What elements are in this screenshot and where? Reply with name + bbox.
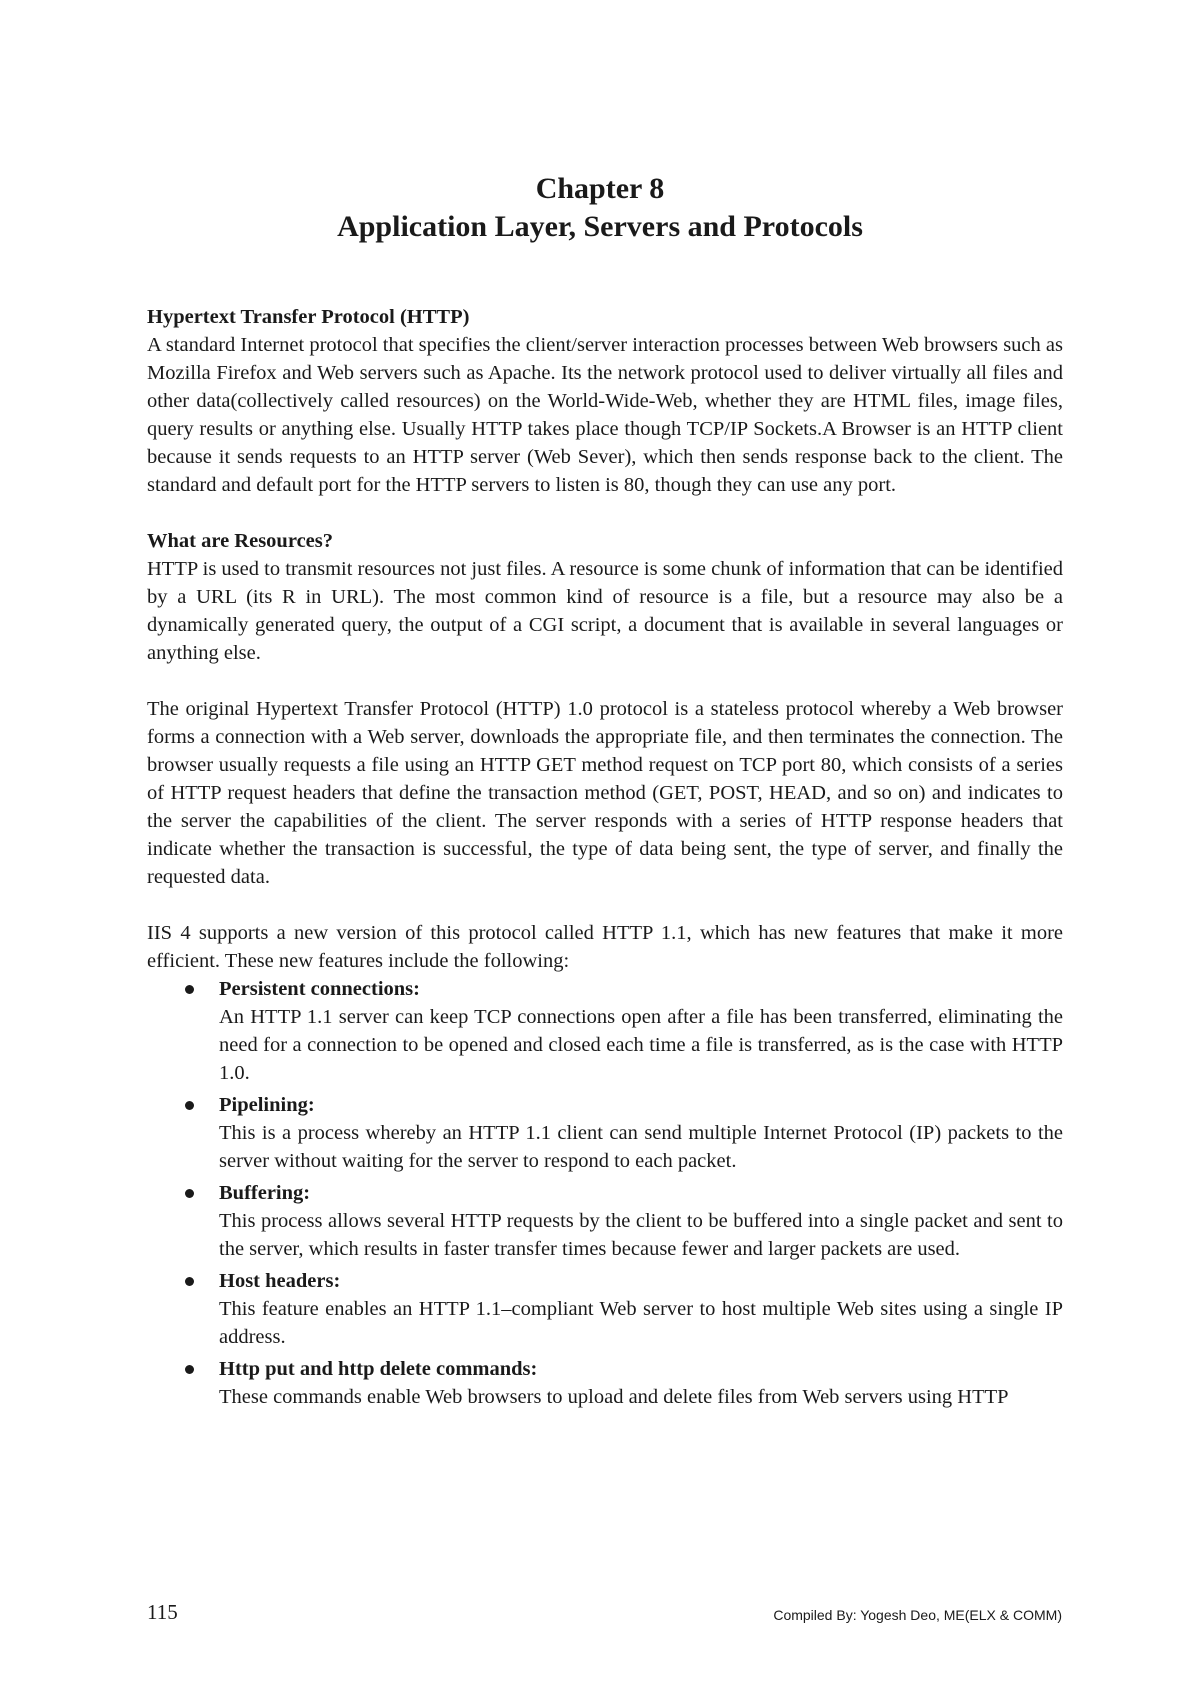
feature-title: Host headers:	[219, 1270, 341, 1292]
chapter-heading	[0, 170, 1200, 246]
paragraph-http: A standard Internet protocol that specifies the client/server interaction processes between Web browsers such as Mozilla Firefox and Web servers such as Apache. Its the network protocol used to deliver virtually all files and other data(collectively called resources) on the World-Wide-Web, whether they are HTML files, image files, query results or anything else. Usually HTTP takes place though TCP/IP Sockets.A Browser is an HTTP client because it sends requests to an HTTP server (Web Sever), which then sends response back to the client. The standard and default port for the HTTP servers to listen is 80, though they can use any port.	[147, 334, 1063, 496]
bullet-icon	[185, 1277, 194, 1286]
bullet-icon	[185, 1189, 194, 1198]
bullet-icon	[185, 1101, 194, 1110]
list-item	[147, 1267, 1063, 1351]
feature-description: This feature enables an HTTP 1.1–compliant Web server to host multiple Web sites using a single IP address.	[219, 1298, 1063, 1348]
feature-description: This process allows several HTTP requests by the client to be buffered into a single packet and sent to the server, which results in faster transfer times because fewer and larger packets are used.	[219, 1210, 1063, 1260]
page-body	[147, 303, 1063, 1415]
paragraph-resources: HTTP is used to transmit resources not just files. A resource is some chunk of information that can be identified by a URL (its R in URL). The most common kind of resource is a file, but a resource may also be a dynamically generated query, the output of a CGI script, a document that is available in several languages or anything else.	[147, 558, 1063, 664]
bullet-icon	[185, 1365, 194, 1374]
feature-list	[147, 975, 1063, 1411]
feature-title: Buffering:	[219, 1182, 311, 1204]
feature-description: These commands enable Web browsers to upload and delete files from Web servers using HTTP	[219, 1386, 1009, 1408]
feature-title: Pipelining:	[219, 1094, 315, 1116]
list-item	[147, 1091, 1063, 1175]
list-item	[147, 1179, 1063, 1263]
feature-title: Http put and http delete commands:	[219, 1358, 538, 1380]
paragraph-http-1-0: The original Hypertext Transfer Protocol (HTTP) 1.0 protocol is a stateless protocol whereby a Web browser forms a connection with a Web server, downloads the appropriate file, and then terminates the connection. The browser usually requests a file using an HTTP GET method request on TCP port 80, which consists of a series of HTTP request headers that define the transaction method (GET, POST, HEAD, and so on) and indicates to the server the capabilities of the client. The server responds with a series of HTTP response headers that indicate whether the transaction is successful, the type of data being sent, the type of server, and finally the requested data.	[147, 698, 1063, 888]
footer-credit: Compiled By: Yogesh Deo, ME(ELX & COMM)	[773, 1607, 1062, 1623]
paragraph-spacer	[147, 891, 1063, 919]
section-heading-resources: What are Resources?	[147, 530, 333, 552]
paragraph-spacer	[147, 499, 1063, 527]
list-item	[147, 1355, 1063, 1411]
chapter-title: Application Layer, Servers and Protocols	[337, 210, 863, 243]
feature-description: This is a process whereby an HTTP 1.1 client can send multiple Internet Protocol (IP) packets to the server without waiting for the server to respond to each packet.	[219, 1122, 1063, 1172]
bullet-icon	[185, 985, 194, 994]
chapter-number: Chapter 8	[535, 172, 665, 205]
paragraph-spacer	[147, 667, 1063, 695]
feature-title: Persistent connections:	[219, 978, 420, 1000]
page-number: 115	[147, 1600, 178, 1624]
list-item	[147, 975, 1063, 1087]
section-heading-http: Hypertext Transfer Protocol (HTTP)	[147, 306, 470, 328]
feature-description: An HTTP 1.1 server can keep TCP connections open after a file has been transferred, eliminating the need for a connection to be opened and closed each time a file is transferred, as is the case with HTTP 1.0.	[219, 1006, 1063, 1084]
paragraph-iis: IIS 4 supports a new version of this protocol called HTTP 1.1, which has new features that make it more efficient. These new features include the following:	[147, 922, 1063, 972]
